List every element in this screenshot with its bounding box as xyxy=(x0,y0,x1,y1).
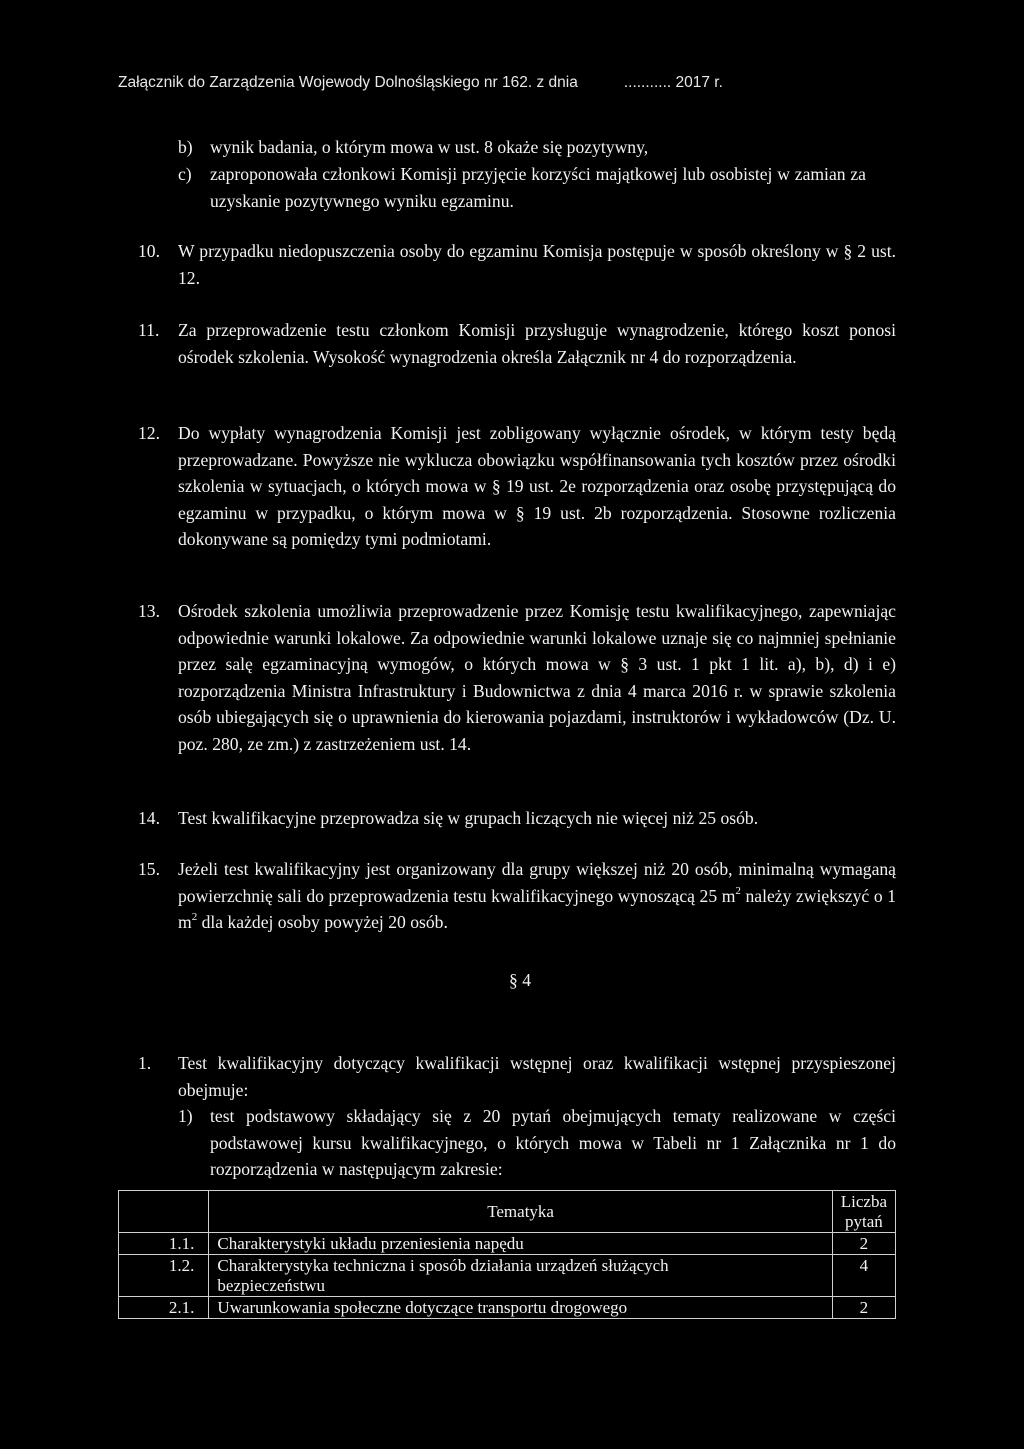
table-header-row xyxy=(119,1191,896,1233)
table-cell-count: 2 xyxy=(832,1297,895,1319)
header-year: ........... 2017 r. xyxy=(623,74,723,91)
table-row xyxy=(119,1297,896,1319)
paragraph-15-part-c: dla każdej osoby powyżej 20 osób. xyxy=(197,912,448,932)
paragraph-10-number: 10. xyxy=(138,241,160,261)
table-cell-topic: Charakterystyka techniczna i sposób działania urządzeń służących bezpieczeństwu xyxy=(209,1255,832,1297)
s4-paragraph-1-text: Test kwalifikacyjny dotyczący kwalifikacji wstępnej oraz kwalifikacji wstępnej przyspieszonej obejmuje: xyxy=(178,1053,896,1100)
section-heading: § 4 xyxy=(509,970,531,990)
item-c-marker: c) xyxy=(178,164,192,184)
table-cell-count: 2 xyxy=(832,1233,895,1255)
paragraph-10-text: W przypadku niedopuszczenia osoby do egzaminu Komisja postępuje w sposób określony w § 2 ust. 12. xyxy=(178,241,896,288)
table-header-topic: Tematyka xyxy=(209,1191,832,1233)
paragraph-14-number: 14. xyxy=(138,808,160,828)
header-number: 162 xyxy=(501,74,528,91)
table-row xyxy=(119,1255,896,1297)
superscript-2-b: 2 xyxy=(191,911,198,924)
document-header xyxy=(118,74,818,92)
paragraph-12-text: Do wypłaty wynagrodzenia Komisji jest zobligowany wyłącznie ośrodek, w którym testy będą przeprowadzane. Powyższe nie wyklucza obowiązku współfinansowania tych kosztów przez ośrodki szkolenia w sytuacjach, o których mowa w § 19 ust. 2e rozporządzenia oraz osobę przystępującą do egzaminu w przypadku, o którym mowa w § 19 ust. 2b rozporządzenia. Stosowne rozliczenia dokonywane są pomiędzy tymi podmiotami. xyxy=(178,423,896,549)
table-cell-number: 1.2. xyxy=(119,1255,209,1297)
table-header-count: Liczba pytań xyxy=(832,1191,895,1233)
paragraph-14-text: Test kwalifikacyjne przeprowadza się w grupach liczących nie więcej niż 25 osób. xyxy=(178,808,759,828)
questions-table xyxy=(118,1190,896,1319)
table-row xyxy=(119,1233,896,1255)
superscript-2-a: 2 xyxy=(735,884,741,897)
paragraph-13-number: 13. xyxy=(138,601,160,621)
table-cell-count: 4 xyxy=(832,1255,895,1297)
table-cell-number: 1.1. xyxy=(119,1233,209,1255)
paragraph-15-number: 15. xyxy=(138,859,160,879)
paragraph-11-number: 11. xyxy=(138,320,160,340)
item-b-marker: b) xyxy=(178,137,193,157)
table-cell-topic: Uwarunkowania społeczne dotyczące transportu drogowego xyxy=(209,1297,832,1319)
table-cell-topic: Charakterystyki układu przeniesienia napędu xyxy=(209,1233,832,1255)
paragraph-15-text xyxy=(178,856,896,936)
item-b-text: wynik badania, o którym mowa w ust. 8 okaże się pozytywny, xyxy=(210,137,649,157)
paragraph-15-part-b: należy zwiększyć o 1 m xyxy=(178,885,896,932)
table-header-number xyxy=(119,1191,209,1233)
s4-paragraph-1-number: 1. xyxy=(138,1053,152,1073)
item-c-text: zaproponowała członkowi Komisji przyjęcie korzyści majątkowej lub osobistej w zamian za uzyskanie pozytywnego wyniku egzaminu. xyxy=(210,164,866,211)
paragraph-11-text: Za przeprowadzenie testu członkom Komisji przysługuje wynagrodzenie, którego koszt ponosi ośrodek szkolenia. Wysokość wynagrodzenia określa Załącznik nr 4 do rozporządzenia. xyxy=(178,320,896,367)
s4-point-1-text: test podstawowy składający się z 20 pytań obejmujących tematy realizowane w części podstawowej kursu kwalifikacyjnego, o których mowa w Tabeli nr 1 Załącznika nr 1 do rozporządzenia w następującym zakresie: xyxy=(210,1106,896,1179)
header-title: Załącznik do Zarządzenia Wojewody Dolnośląskiego nr xyxy=(118,74,502,91)
header-date-label: . z dnia xyxy=(527,74,578,91)
paragraph-13-text: Ośrodek szkolenia umożliwia przeprowadzenie przez Komisję testu kwalifikacyjnego, zapewniając odpowiednie warunki lokalowe. Za odpowiednie warunki lokalowe uznaje się co najmniej spełnianie przez salę egzaminacyjną wymogów, o których mowa w § 3 ust. 1 pkt 1 lit. a), b), d) i e) rozporządzenia Ministra Infrastruktury i Budownictwa z dnia 4 marca 2016 r. w sprawie szkolenia osób ubiegających się o uprawnienia do kierowania pojazdami, instruktorów i wykładowców (Dz. U. poz. 280, ze zm.) z zastrzeżeniem ust. 14. xyxy=(178,601,896,754)
paragraph-15-part-a: Jeżeli test kwalifikacyjny jest organizowany dla grupy większej niż 20 osób, minimalną wymaganą powierzchnię sali do przeprowadzenia testu kwalifikacyjnego wynoszącą 25 m xyxy=(178,859,896,906)
table-cell-number: 2.1. xyxy=(119,1297,209,1319)
paragraph-12-number: 12. xyxy=(138,423,160,443)
s4-point-1-marker: 1) xyxy=(178,1106,193,1126)
